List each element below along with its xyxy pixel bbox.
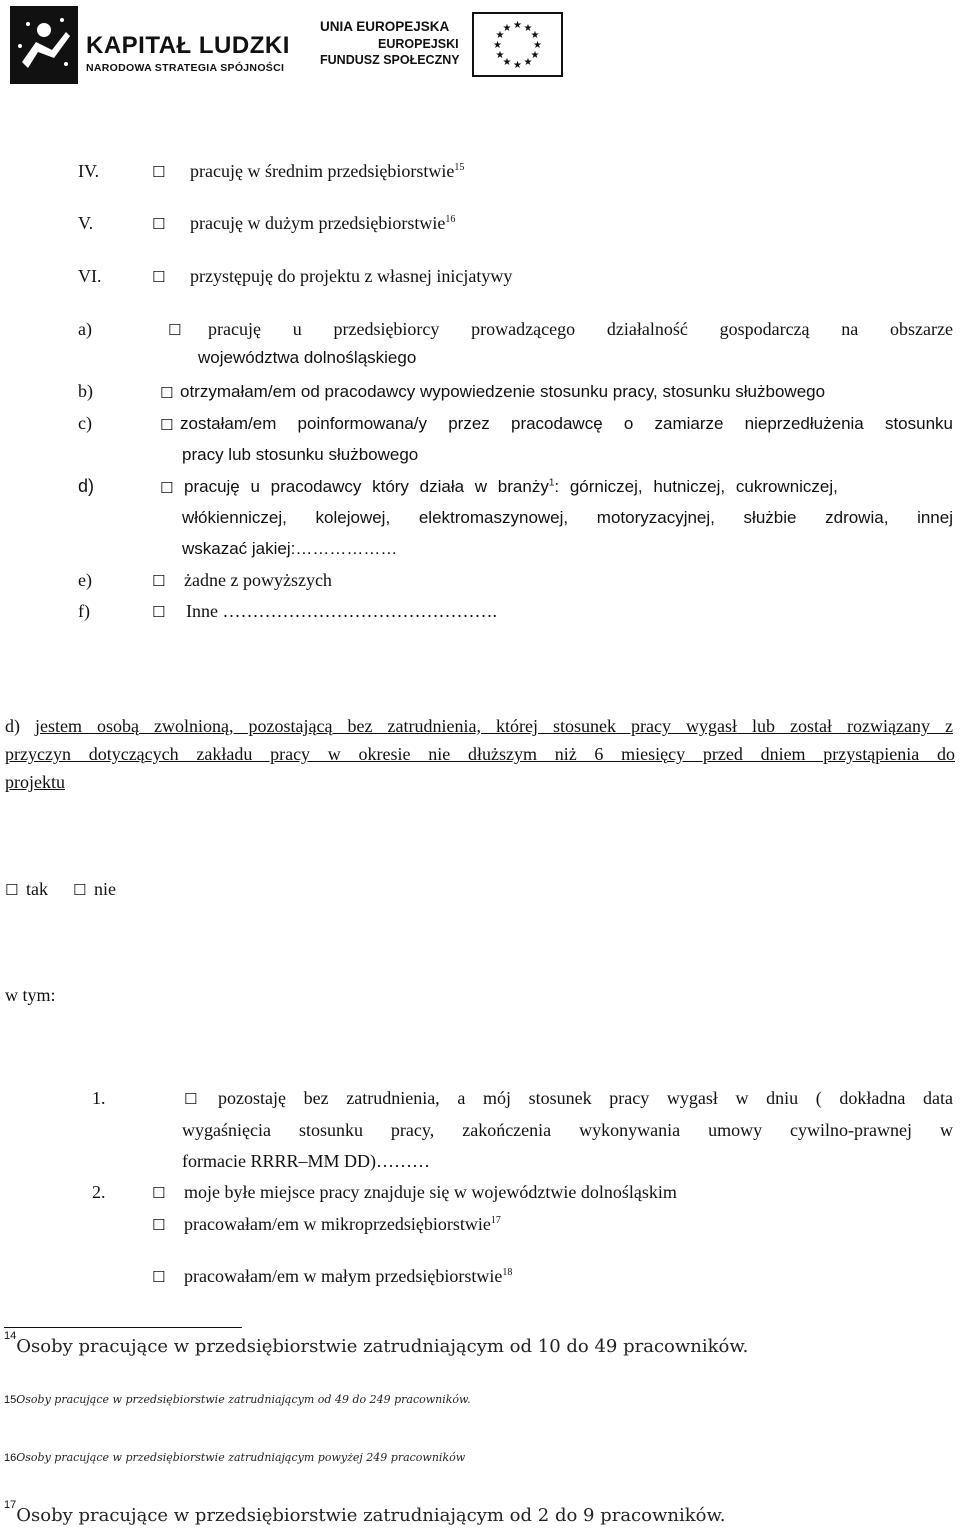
section-d-line3: projektu — [5, 772, 65, 792]
eu-line1: UNIA EUROPEJSKA — [320, 19, 450, 34]
checkbox-icon[interactable]: ☐ — [152, 572, 166, 590]
checkbox-icon[interactable]: ☐ — [168, 321, 182, 339]
footnote-16: 16Osoby pracujące w przedsiębiorstwie zatrudniającym powyżej 249 pracowników — [4, 1451, 466, 1464]
item-c-label: c) — [78, 413, 92, 433]
item-1-line2: wygaśnięcia stosunku pracy, zakończenia wykonywania umowy cywilno-prawnej w — [182, 1120, 953, 1140]
eu-line2: EUROPEJSKI — [378, 37, 459, 51]
small-text: pracowałam/em w małym przedsiębiorstwie$^{18}$ — [184, 1266, 513, 1286]
item-f-text: Inne ………………………………………. — [186, 601, 497, 621]
item-d-line1: pracuję u pracodawcy który działa w branży$^1$: górniczej, hutniczej, cukrowniczej, — [184, 477, 838, 496]
checkbox-icon[interactable]: ☐ — [152, 215, 166, 233]
kapital-subtitle: NARODOWA STRATEGIA SPÓJNOŚCI — [86, 62, 285, 74]
svg-text:★: ★ — [533, 40, 542, 51]
item-f-label: f) — [78, 601, 90, 621]
svg-text:★: ★ — [495, 30, 505, 41]
roman-text-iv: pracuję w średnim przedsiębiorstwie$^{15}$ — [190, 161, 465, 181]
item-e-text: żadne z powyższych — [184, 570, 332, 590]
item-e-label: e) — [78, 570, 92, 590]
roman-num-vi: VI. — [78, 266, 102, 286]
item-1-line3: formacie RRRR–MM DD)……… — [182, 1151, 430, 1171]
svg-text:★: ★ — [523, 23, 533, 34]
svg-text:★: ★ — [493, 40, 502, 51]
item-d-line3: wskazać jakiej:……………… — [182, 539, 398, 558]
roman-num-v: V. — [78, 213, 94, 233]
checkbox-icon[interactable]: ☐ — [184, 1090, 198, 1108]
item-d-label: d) — [78, 476, 95, 496]
section-d-line1: d) jestem osobą zwolnioną, pozostającą bez zatrudnienia, której stosunek pracy wygasł lub został rozwiązany z — [5, 716, 953, 736]
checkbox-icon[interactable]: ☐ — [73, 881, 87, 899]
item-a-label: a) — [78, 319, 92, 339]
svg-text:★: ★ — [530, 30, 540, 41]
footnote-14: $^{14}$Osoby pracujące w przedsiębiorstwie zatrudniającym od 10 do 49 pracowników. — [4, 1330, 749, 1357]
checkbox-icon[interactable]: ☐ — [5, 881, 19, 899]
item-c-line2: pracy lub stosunku służbowego — [182, 445, 419, 464]
item-b-text: otrzymałam/em od pracodawcy wypowiedzenie stosunku pracy, stosunku służbowego — [180, 382, 826, 401]
svg-text:★: ★ — [530, 50, 540, 61]
item-b-label: b) — [78, 381, 93, 401]
item-a-line1: pracuję u przedsiębiorcy prowadzącego działalność gospodarczą na obszarze — [208, 319, 953, 339]
item-1-num: 1. — [92, 1088, 106, 1108]
item-2-text: moje byłe miejsce pracy znajduje się w województwie dolnośląskim — [184, 1182, 677, 1202]
kapital-title: KAPITAŁ LUDZKI — [86, 32, 290, 59]
checkbox-icon[interactable]: ☐ — [152, 1184, 166, 1202]
tak-label: tak — [26, 879, 48, 899]
w-tym-label: w tym: — [5, 985, 56, 1005]
nie-label: nie — [94, 879, 116, 899]
svg-text:★: ★ — [513, 60, 522, 71]
item-1-line1: pozostaję bez zatrudnienia, a mój stosunek pracy wygasł w dniu ( dokładna data — [218, 1088, 953, 1108]
roman-num-iv: IV. — [78, 161, 100, 181]
item-c-line1: zostałam/em poinformowana/y przez pracodawcę o zamiarze nieprzedłużenia stosunku — [180, 414, 953, 433]
footnote-17: $^{17}$Osoby pracujące w przedsiębiorstwie zatrudniającym od 2 do 9 pracowników. — [4, 1499, 726, 1526]
checkbox-icon[interactable]: ☐ — [152, 1268, 166, 1286]
eu-line3: FUNDUSZ SPOŁECZNY — [320, 53, 460, 67]
svg-text:★: ★ — [495, 50, 505, 61]
svg-text:★: ★ — [513, 20, 522, 31]
checkbox-icon[interactable]: ☐ — [152, 268, 166, 286]
micro-text: pracowałam/em w mikroprzedsiębiorstwie$^{17}$ — [184, 1214, 501, 1234]
footnote-divider — [4, 1327, 242, 1328]
svg-text:★: ★ — [502, 23, 512, 34]
item-d-line2: włókienniczej, kolejowej, elektromaszynowej, motoryzacyjnej, służbie zdrowia, innej — [182, 508, 953, 527]
eu-flag — [472, 12, 563, 77]
item-2-num: 2. — [92, 1182, 106, 1202]
roman-text-v: pracuję w dużym przedsiębiorstwie$^{16}$ — [190, 213, 456, 233]
footnote-15: 15Osoby pracujące w przedsiębiorstwie zatrudniającym od 49 do 249 pracowników. — [4, 1393, 471, 1406]
checkbox-icon[interactable]: ☐ — [160, 479, 174, 497]
checkbox-icon[interactable]: ☐ — [152, 163, 166, 181]
checkbox-icon[interactable]: ☐ — [152, 603, 166, 621]
svg-text:★: ★ — [523, 57, 533, 68]
svg-text:★: ★ — [502, 57, 512, 68]
checkbox-icon[interactable]: ☐ — [152, 1216, 166, 1234]
section-d-line2: przyczyn dotyczących zakładu pracy w okresie nie dłuższym niż 6 miesięcy przed dniem przystąpienia do — [5, 744, 955, 764]
checkbox-icon[interactable]: ☐ — [160, 384, 174, 402]
item-a-line2: województwa dolnośląskiego — [198, 348, 417, 367]
checkbox-icon[interactable]: ☐ — [160, 416, 174, 434]
roman-text-vi: przystępuję do projektu z własnej inicjatywy — [190, 266, 513, 286]
eu-flag-icon — [474, 14, 561, 75]
